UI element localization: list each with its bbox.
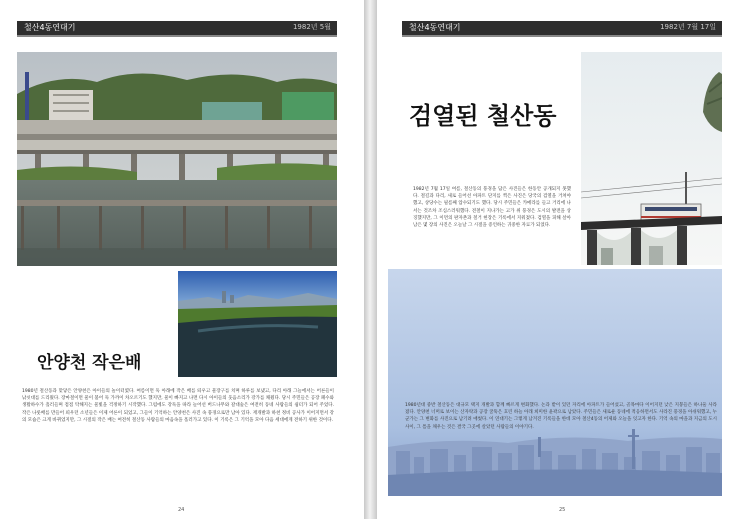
headline: 검열된 철산동	[409, 102, 557, 130]
train-illustration	[581, 52, 722, 265]
page-number: 24	[178, 507, 185, 513]
page-number: 25	[559, 507, 566, 513]
running-header	[17, 21, 337, 37]
left-page	[0, 0, 364, 519]
river-bridge-photo	[17, 52, 337, 266]
article-body	[22, 388, 334, 500]
article-body-bottom	[405, 402, 717, 464]
article-body-top	[413, 186, 571, 262]
river-landscape-photo	[178, 271, 337, 377]
article-body-text: 1980년 철산동과 맞닿은 안양천은 아이들의 놀이터였다. 여름이면 둑 아래에 작은 배를 띄우고 물장구를 치며 하루를 보냈고, 다리 아래 그늘에서는 어른들이 낚싯대를 드리웠다. 장마철이면 물이 불어 둑 가까이 차오르기도 했지만, 물이 빠지고 나면 다시 아이들의 웃음소리가 강가를 채웠다. 당시 주민들은 공장 폐수와 생활하수가 흘러들며 점점 탁해지는 물빛을 걱정하기 시작했다. 그럼에도 강둑을 따라 늘어선 버드나무와 갈대숲은 여전히 동네 사람들의 쉼터가 되어 주었다. 작은 나룻배를 만들어 띄우던 소년들은 이제 어른이 되었고, 그들이 기억하는 안양천은 사진 속 풍경으로만 남아 있다. 재개발과 하천 정비 공사가 이어지면서 강의 모습은 크게 바뀌었지만, 그 시절의 작은 배는 여전히 철산동 사람들의 마음속을 흘러가고 있다. 이 기록은 그 기억을 모아 다음 세대에게 전하기 위한 것이다.	[22, 389, 334, 423]
series-title: 철산4동연대기	[24, 23, 76, 32]
train-photo	[581, 52, 722, 265]
book-spine	[364, 0, 377, 519]
headline: 안양천 작은배	[37, 353, 142, 373]
article-body-bottom-text: 1980년대 중반 철산동은 대규모 택지 개발과 함께 빠르게 변화했다. 논과 밭이 있던 자리에 아파트가 들어섰고, 골목마다 이어지던 낮은 지붕들은 하나둘 사라졌다. 안양천 너머로 보이는 산자락과 공장 굴뚝은 흐린 하늘 아래 희미한 윤곽으로 남았다. 주민들은 새로운 동네에 적응하면서도 사라진 풍경을 아쉬워했고, 누군가는 그 변화를 사진으로 남기려 애썼다. 이 연대기는 그렇게 남겨진 기록들을 한데 모아 철산4동의 어제와 오늘을 잇고자 한다. 기억 속의 마을과 지금의 도시 사이, 그 틈을 채우는 것은 결국 그곳에 살았던 사람들의 이야기다.	[405, 403, 717, 430]
issue-date: 1982년 7월 17일	[660, 23, 716, 31]
right-page	[377, 0, 741, 519]
running-header	[402, 21, 722, 37]
article-body-top-text: 1982년 7월 17일 여름, 철산동의 풍경을 담은 사진들은 한동안 공개되지 못했다. 철길과 다리, 새로 들어선 아파트 단지를 찍은 사진은 당국의 검열을 거쳐야 했고, 상당수는 필름째 압수되기도 했다. 당시 주민들은 카메라를 들고 거리에 나서는 것조차 조심스러워했다. 전철이 지나가는 고가 위 풍경은 도시의 발전을 상징했지만, 그 이면의 판자촌과 철거 현장은 기록에서 지워졌다. 검열을 피해 살아남은 몇 장의 사진은 오늘날 그 시절을 증언하는 귀중한 자료가 되었다.	[413, 187, 571, 229]
river-bridge-illustration	[17, 52, 337, 266]
series-title: 철산4동연대기	[409, 23, 461, 32]
issue-date: 1982년 5월	[292, 23, 331, 31]
river-landscape-illustration	[178, 271, 337, 377]
